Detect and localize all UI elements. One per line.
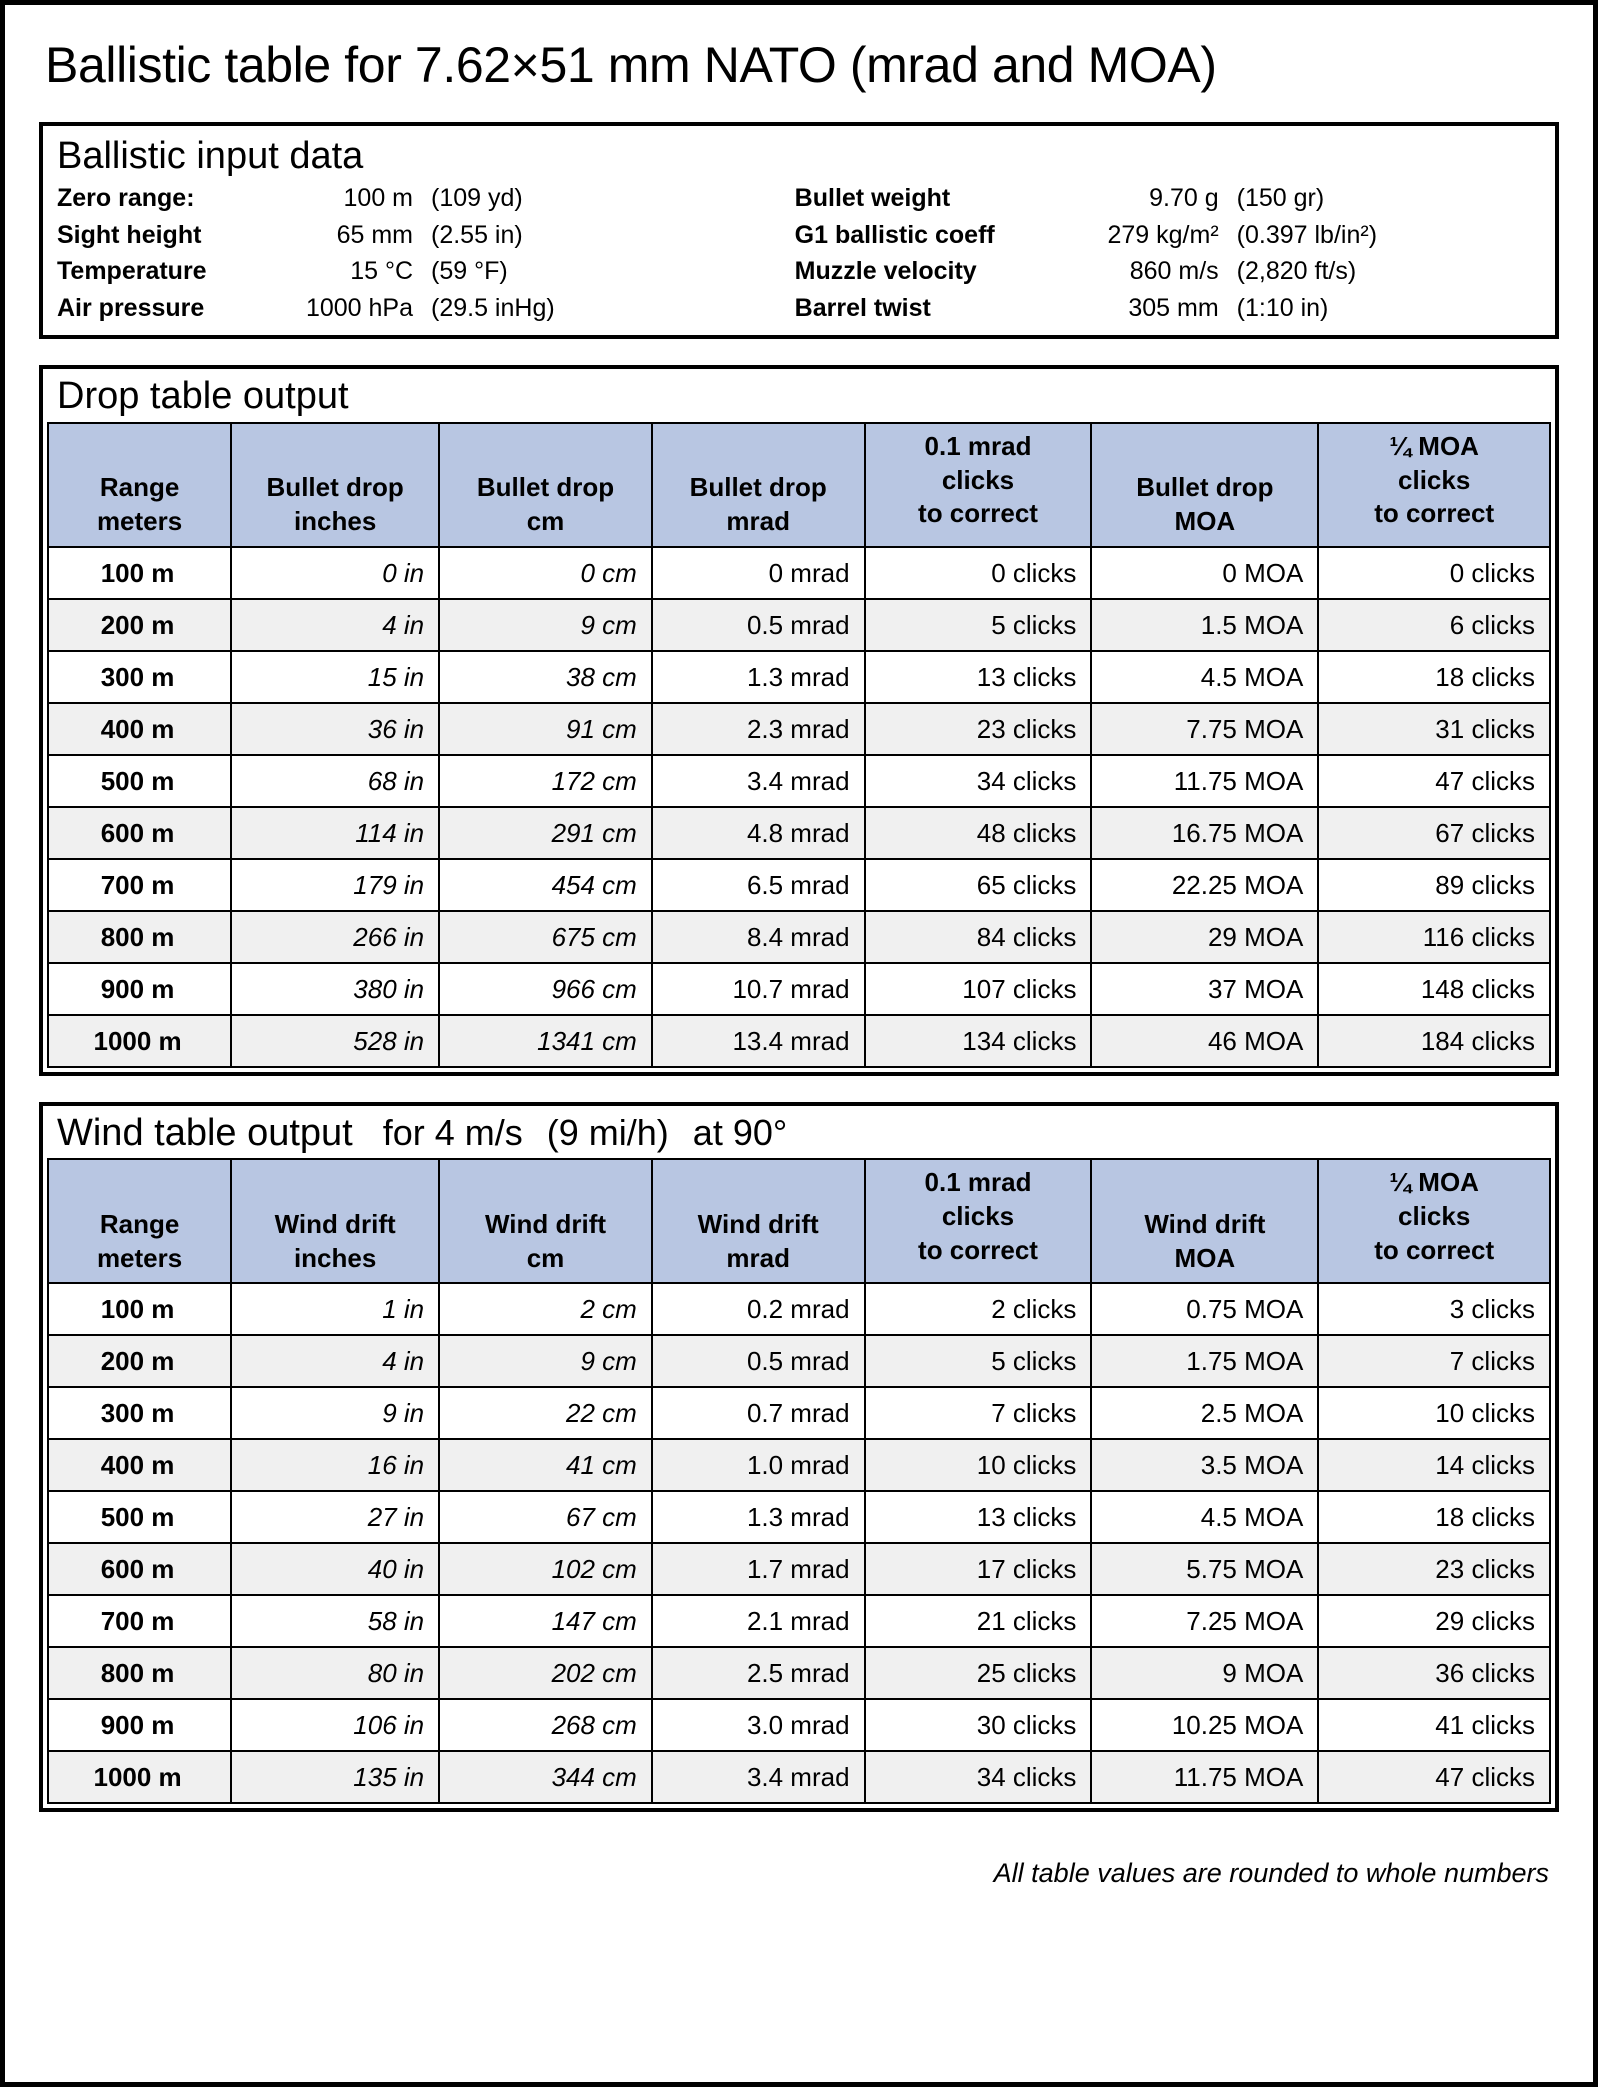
cell-inches: 16 in [231, 1439, 439, 1491]
cell-mrad: 3.4 mrad [652, 1751, 865, 1803]
cell-mrad-clicks: 23 clicks [865, 703, 1092, 755]
table-row [48, 859, 1550, 911]
cell-mrad-clicks: 13 clicks [865, 651, 1092, 703]
input-label-sight-height: Sight height [57, 220, 202, 249]
table-row [48, 1283, 1550, 1335]
cell-range: 500 m [48, 1491, 231, 1543]
cell-inches: 80 in [231, 1647, 439, 1699]
wind-table-header-row [48, 1159, 1550, 1283]
cell-moa: 0 MOA [1091, 547, 1318, 599]
cell-inches: 106 in [231, 1699, 439, 1751]
input-alt-g1-bc: (0.397 lb/in²) [1236, 220, 1378, 249]
cell-mrad: 3.0 mrad [652, 1699, 865, 1751]
cell-mrad: 0.5 mrad [652, 1335, 865, 1387]
input-alt-bullet-weight: (150 gr) [1236, 184, 1325, 213]
cell-mrad-clicks: 13 clicks [865, 1491, 1092, 1543]
table-row [48, 1595, 1550, 1647]
cell-moa-clicks: 29 clicks [1318, 1595, 1550, 1647]
cell-cm: 0 cm [439, 547, 652, 599]
cell-cm: 268 cm [439, 1699, 652, 1751]
cell-mrad: 1.3 mrad [652, 1491, 865, 1543]
cell-inches: 58 in [231, 1595, 439, 1647]
drop-header-moa-clicks: ¼ MOA clicks to correct [1318, 423, 1550, 547]
cell-mrad: 2.5 mrad [652, 1647, 865, 1699]
cell-moa-clicks: 41 clicks [1318, 1699, 1550, 1751]
table-row [48, 1543, 1550, 1595]
cell-moa: 37 MOA [1091, 963, 1318, 1015]
cell-moa-clicks: 47 clicks [1318, 755, 1550, 807]
cell-inches: 135 in [231, 1751, 439, 1803]
cell-mrad: 1.0 mrad [652, 1439, 865, 1491]
cell-mrad: 10.7 mrad [652, 963, 865, 1015]
cell-moa: 3.5 MOA [1091, 1439, 1318, 1491]
drop-table-header-row [48, 423, 1550, 547]
cell-inches: 0 in [231, 547, 439, 599]
cell-inches: 40 in [231, 1543, 439, 1595]
cell-range: 900 m [48, 1699, 231, 1751]
drop-header-cm: Bullet drop cm [439, 423, 652, 547]
cell-inches: 15 in [231, 651, 439, 703]
cell-mrad-clicks: 25 clicks [865, 1647, 1092, 1699]
cell-mrad: 2.3 mrad [652, 703, 865, 755]
page-title: Ballistic table for 7.62×51 mm NATO (mrad and MOA) [45, 37, 1217, 93]
cell-range: 900 m [48, 963, 231, 1015]
cell-range: 500 m [48, 755, 231, 807]
cell-mrad-clicks: 5 clicks [865, 1335, 1092, 1387]
cell-mrad: 13.4 mrad [652, 1015, 865, 1067]
cell-moa: 4.5 MOA [1091, 1491, 1318, 1543]
cell-inches: 4 in [231, 599, 439, 651]
cell-mrad-clicks: 10 clicks [865, 1439, 1092, 1491]
cell-range: 800 m [48, 911, 231, 963]
cell-range: 300 m [48, 651, 231, 703]
footer-note: All table values are rounded to whole numbers [993, 1858, 1549, 1889]
cell-range: 1000 m [48, 1015, 231, 1067]
cell-range: 1000 m [48, 1751, 231, 1803]
input-alt-temperature: (59 °F) [431, 257, 508, 286]
cell-range: 700 m [48, 859, 231, 911]
input-label-barrel-twist: Barrel twist [794, 293, 931, 322]
cell-mrad: 0.7 mrad [652, 1387, 865, 1439]
cell-mrad-clicks: 7 clicks [865, 1387, 1092, 1439]
cell-moa-clicks: 18 clicks [1318, 1491, 1550, 1543]
wind-header-inches: Wind drift inches [231, 1159, 439, 1283]
input-value-g1-bc: 279 kg/m² [1107, 220, 1219, 249]
cell-moa-clicks: 89 clicks [1318, 859, 1550, 911]
input-label-temperature: Temperature [57, 257, 207, 286]
wind-heading-angle: at 90° [692, 1111, 788, 1153]
wind-heading-speed: for 4 m/s [382, 1111, 523, 1153]
table-row [48, 1699, 1550, 1751]
wind-header-range: Range meters [48, 1159, 231, 1283]
cell-moa-clicks: 3 clicks [1318, 1283, 1550, 1335]
cell-inches: 27 in [231, 1491, 439, 1543]
input-alt-barrel-twist: (1:10 in) [1236, 293, 1329, 322]
cell-cm: 454 cm [439, 859, 652, 911]
cell-cm: 9 cm [439, 1335, 652, 1387]
cell-moa: 7.25 MOA [1091, 1595, 1318, 1647]
input-label-g1-bc: G1 ballistic coeff [794, 220, 995, 249]
table-row [48, 1387, 1550, 1439]
cell-mrad: 0.5 mrad [652, 599, 865, 651]
cell-mrad-clicks: 48 clicks [865, 807, 1092, 859]
cell-moa-clicks: 67 clicks [1318, 807, 1550, 859]
drop-table [47, 422, 1551, 1068]
wind-table-heading [57, 1112, 1555, 1155]
cell-mrad-clicks: 65 clicks [865, 859, 1092, 911]
input-label-air-pressure: Air pressure [57, 293, 205, 322]
drop-header-mrad: Bullet drop mrad [652, 423, 865, 547]
cell-mrad: 1.7 mrad [652, 1543, 865, 1595]
cell-cm: 172 cm [439, 755, 652, 807]
cell-cm: 9 cm [439, 599, 652, 651]
input-value-air-pressure: 1000 hPa [305, 293, 413, 322]
cell-moa-clicks: 14 clicks [1318, 1439, 1550, 1491]
cell-cm: 1341 cm [439, 1015, 652, 1067]
cell-moa: 10.25 MOA [1091, 1699, 1318, 1751]
table-row [48, 755, 1550, 807]
cell-mrad-clicks: 5 clicks [865, 599, 1092, 651]
wind-table-panel [39, 1102, 1559, 1813]
cell-moa: 2.5 MOA [1091, 1387, 1318, 1439]
cell-mrad: 3.4 mrad [652, 755, 865, 807]
wind-table [47, 1158, 1551, 1804]
cell-moa: 16.75 MOA [1091, 807, 1318, 859]
cell-moa-clicks: 18 clicks [1318, 651, 1550, 703]
table-row [48, 651, 1550, 703]
cell-range: 100 m [48, 547, 231, 599]
cell-mrad-clicks: 107 clicks [865, 963, 1092, 1015]
cell-moa: 22.25 MOA [1091, 859, 1318, 911]
cell-cm: 67 cm [439, 1491, 652, 1543]
wind-header-mrad-clicks: 0.1 mrad clicks to correct [865, 1159, 1092, 1283]
cell-mrad-clicks: 134 clicks [865, 1015, 1092, 1067]
ballistic-input-panel [39, 122, 1559, 340]
wind-table-body [48, 1283, 1550, 1803]
cell-mrad-clicks: 30 clicks [865, 1699, 1092, 1751]
cell-cm: 291 cm [439, 807, 652, 859]
cell-inches: 528 in [231, 1015, 439, 1067]
cell-range: 400 m [48, 703, 231, 755]
cell-moa-clicks: 7 clicks [1318, 1335, 1550, 1387]
input-column-right [795, 181, 1377, 325]
input-value-barrel-twist: 305 mm [1128, 293, 1219, 322]
cell-range: 300 m [48, 1387, 231, 1439]
cell-moa: 5.75 MOA [1091, 1543, 1318, 1595]
table-row [48, 1647, 1550, 1699]
cell-inches: 9 in [231, 1387, 439, 1439]
cell-moa: 0.75 MOA [1091, 1283, 1318, 1335]
input-alt-muzzle-velocity: (2,820 ft/s) [1236, 257, 1357, 286]
cell-inches: 36 in [231, 703, 439, 755]
cell-inches: 1 in [231, 1283, 439, 1335]
cell-cm: 966 cm [439, 963, 652, 1015]
drop-table-panel [39, 365, 1559, 1076]
cell-mrad: 2.1 mrad [652, 1595, 865, 1647]
table-row [48, 703, 1550, 755]
input-value-muzzle-velocity: 860 m/s [1129, 257, 1219, 286]
cell-mrad-clicks: 34 clicks [865, 1751, 1092, 1803]
cell-moa-clicks: 148 clicks [1318, 963, 1550, 1015]
cell-mrad: 8.4 mrad [652, 911, 865, 963]
table-row [48, 1015, 1550, 1067]
cell-cm: 41 cm [439, 1439, 652, 1491]
table-row [48, 1439, 1550, 1491]
cell-moa: 11.75 MOA [1091, 1751, 1318, 1803]
cell-moa-clicks: 23 clicks [1318, 1543, 1550, 1595]
input-alt-zero-range: (109 yd) [431, 184, 523, 213]
cell-mrad-clicks: 21 clicks [865, 1595, 1092, 1647]
cell-moa-clicks: 184 clicks [1318, 1015, 1550, 1067]
cell-range: 700 m [48, 1595, 231, 1647]
cell-inches: 114 in [231, 807, 439, 859]
cell-moa-clicks: 36 clicks [1318, 1647, 1550, 1699]
cell-moa: 29 MOA [1091, 911, 1318, 963]
drop-header-mrad-clicks: 0.1 mrad clicks to correct [865, 423, 1092, 547]
cell-mrad: 0 mrad [652, 547, 865, 599]
cell-inches: 380 in [231, 963, 439, 1015]
cell-moa: 11.75 MOA [1091, 755, 1318, 807]
cell-cm: 22 cm [439, 1387, 652, 1439]
cell-mrad: 6.5 mrad [652, 859, 865, 911]
table-row [48, 547, 1550, 599]
cell-inches: 179 in [231, 859, 439, 911]
wind-header-moa: Wind drift MOA [1091, 1159, 1318, 1283]
cell-inches: 4 in [231, 1335, 439, 1387]
input-label-muzzle-velocity: Muzzle velocity [794, 257, 977, 286]
cell-moa: 9 MOA [1091, 1647, 1318, 1699]
cell-mrad-clicks: 2 clicks [865, 1283, 1092, 1335]
input-alt-air-pressure: (29.5 inHg) [431, 293, 555, 322]
cell-moa: 7.75 MOA [1091, 703, 1318, 755]
cell-moa-clicks: 10 clicks [1318, 1387, 1550, 1439]
table-row [48, 1751, 1550, 1803]
input-label-zero-range: Zero range: [57, 184, 195, 213]
cell-moa-clicks: 116 clicks [1318, 911, 1550, 963]
cell-cm: 2 cm [439, 1283, 652, 1335]
cell-mrad-clicks: 34 clicks [865, 755, 1092, 807]
cell-cm: 102 cm [439, 1543, 652, 1595]
wind-header-cm: Wind drift cm [439, 1159, 652, 1283]
input-value-sight-height: 65 mm [336, 220, 413, 249]
input-alt-sight-height: (2.55 in) [431, 220, 523, 249]
cell-moa-clicks: 31 clicks [1318, 703, 1550, 755]
drop-table-body [48, 547, 1550, 1067]
input-data-grid [43, 181, 1555, 325]
input-label-bullet-weight: Bullet weight [794, 184, 951, 213]
cell-range: 200 m [48, 599, 231, 651]
drop-header-moa: Bullet drop MOA [1091, 423, 1318, 547]
drop-table-heading: Drop table output [57, 375, 349, 418]
cell-inches: 266 in [231, 911, 439, 963]
cell-cm: 91 cm [439, 703, 652, 755]
cell-range: 100 m [48, 1283, 231, 1335]
cell-mrad-clicks: 0 clicks [865, 547, 1092, 599]
cell-moa-clicks: 47 clicks [1318, 1751, 1550, 1803]
cell-range: 200 m [48, 1335, 231, 1387]
cell-range: 600 m [48, 807, 231, 859]
cell-mrad: 1.3 mrad [652, 651, 865, 703]
table-row [48, 1491, 1550, 1543]
input-value-temperature: 15 °C [350, 257, 413, 286]
cell-moa: 1.75 MOA [1091, 1335, 1318, 1387]
table-row [48, 963, 1550, 1015]
wind-header-moa-clicks: ¼ MOA clicks to correct [1318, 1159, 1550, 1283]
input-value-zero-range: 100 m [343, 184, 413, 213]
cell-cm: 147 cm [439, 1595, 652, 1647]
cell-inches: 68 in [231, 755, 439, 807]
cell-moa: 1.5 MOA [1091, 599, 1318, 651]
drop-header-inches: Bullet drop inches [231, 423, 439, 547]
cell-cm: 675 cm [439, 911, 652, 963]
cell-mrad-clicks: 84 clicks [865, 911, 1092, 963]
cell-cm: 344 cm [439, 1751, 652, 1803]
table-row [48, 1335, 1550, 1387]
cell-cm: 38 cm [439, 651, 652, 703]
cell-range: 400 m [48, 1439, 231, 1491]
table-row [48, 599, 1550, 651]
cell-cm: 202 cm [439, 1647, 652, 1699]
cell-mrad: 0.2 mrad [652, 1283, 865, 1335]
cell-moa-clicks: 0 clicks [1318, 547, 1550, 599]
cell-range: 600 m [48, 1543, 231, 1595]
wind-heading-text: Wind table output [57, 1111, 353, 1154]
cell-moa-clicks: 6 clicks [1318, 599, 1550, 651]
drop-header-range: Range meters [48, 423, 231, 547]
cell-mrad: 4.8 mrad [652, 807, 865, 859]
input-column-left [57, 181, 555, 325]
input-value-bullet-weight: 9.70 g [1149, 184, 1219, 213]
input-panel-heading: Ballistic input data [57, 134, 364, 177]
cell-moa: 46 MOA [1091, 1015, 1318, 1067]
cell-mrad-clicks: 17 clicks [865, 1543, 1092, 1595]
cell-moa: 4.5 MOA [1091, 651, 1318, 703]
table-row [48, 807, 1550, 859]
wind-header-mrad: Wind drift mrad [652, 1159, 865, 1283]
wind-heading-speed-alt: (9 mi/h) [546, 1111, 669, 1153]
cell-range: 800 m [48, 1647, 231, 1699]
table-row [48, 911, 1550, 963]
